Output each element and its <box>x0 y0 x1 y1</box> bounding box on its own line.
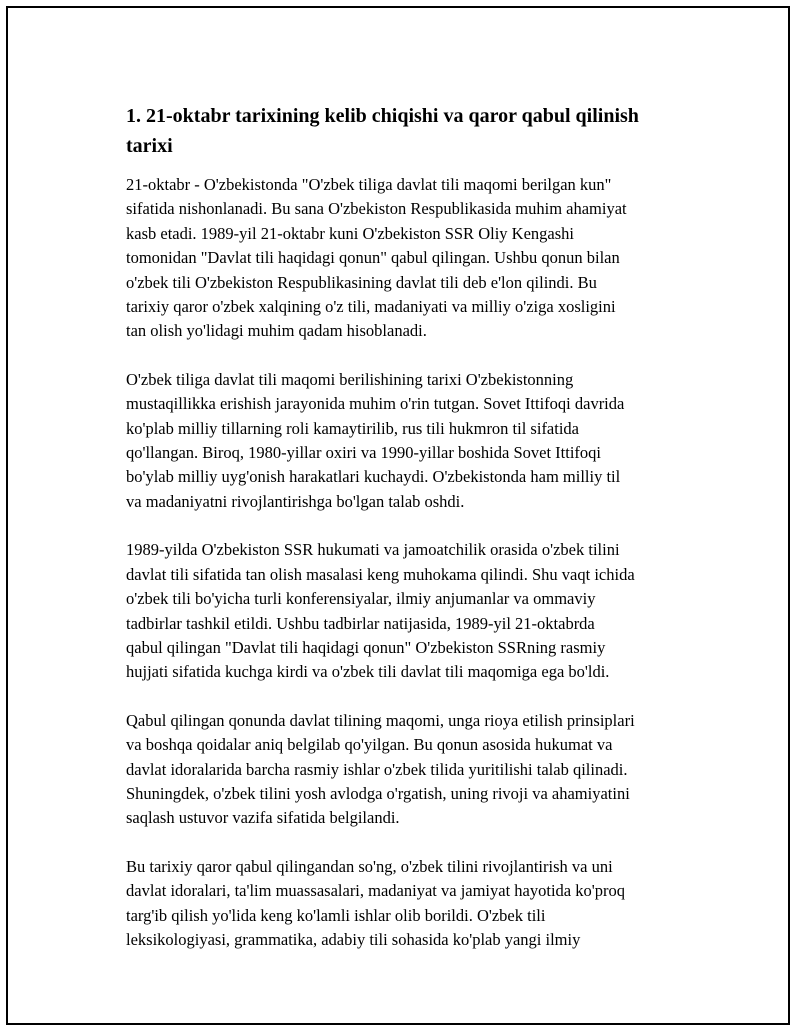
text-line: tomonidan "Davlat tili haqidagi qonun" qabul qilingan. Ushbu qonun bilan <box>126 248 620 268</box>
paragraph-1 <box>126 173 698 344</box>
text-line: 21-oktabr - O'zbekistonda "O'zbek tiliga davlat tili maqomi berilgan kun" <box>126 175 612 194</box>
text-line: tan olish yo'lidagi muhim qadam hisoblanadi. <box>126 321 427 341</box>
heading-line: tarixi <box>126 135 173 157</box>
document-body <box>126 101 698 976</box>
text-line: targ'ib qilish yo'lida keng ko'lamli ishlar olib borildi. O'zbek tili <box>126 905 546 925</box>
text-line: leksikologiyasi, grammatika, adabiy tili sohasida ko'plab yangi ilmiy <box>126 929 581 949</box>
text-line: Shuningdek, o'zbek tilini yosh avlodga o'rgatish, uning rivoji va ahamiyatini <box>126 783 630 803</box>
text-line: 1989-yilda O'zbekiston SSR hukumati va jamoatchilik orasida o'zbek tilini <box>126 540 620 560</box>
text-line: davlat idoralari, ta'lim muassasalari, madaniyat va jamiyat hayotida ko'proq <box>126 881 625 901</box>
text-line: davlat tili sifatida tan olish masalasi keng muhokama qilindi. Shu vaqt ichida <box>126 564 635 584</box>
text-line: o'zbek tili bo'yicha turli konferensiyalar, ilmiy anjumanlar va ommaviy <box>126 589 596 609</box>
text-line: saqlash ustuvor vazifa sifatida belgilandi. <box>126 808 400 828</box>
text-line: va madaniyatni rivojlantirishga bo'lgan talab oshdi. <box>126 491 465 511</box>
text-line: sifatida nishonlanadi. Bu sana O'zbekiston Respublikasida muhim ahamiyat <box>126 199 627 219</box>
text-line: bo'ylab milliy uyg'onish harakatlari kuchaydi. O'zbekistonda ham milliy til <box>126 467 621 487</box>
page-frame <box>6 6 790 1025</box>
text-line: o'zbek tili O'zbekiston Respublikasining davlat tili deb e'lon qilindi. Bu <box>126 272 597 292</box>
heading-line: 1. 21-oktabr tarixining kelib chiqishi va qaror qabul qilinish <box>126 105 639 127</box>
text-line: va boshqa qoidalar aniq belgilab qo'yilgan. Bu qonun asosida hukumat va <box>126 735 613 755</box>
text-line: ko'plab milliy tillarning roli kamaytirilib, rus tili hukmron til sifatida <box>126 418 580 438</box>
paragraph-5 <box>126 855 698 953</box>
text-line: qo'llangan. Biroq, 1980-yillar oxiri va 1990-yillar boshida Sovet Ittifoqi <box>126 443 601 463</box>
section-heading <box>126 101 698 161</box>
paragraph-2 <box>126 368 698 514</box>
text-line: mustaqillikka erishish jarayonida muhim o'rin tutgan. Sovet Ittifoqi davrida <box>126 394 625 414</box>
text-line: tadbirlar tashkil etildi. Ushbu tadbirlar natijasida, 1989-yil 21-oktabrda <box>126 613 595 633</box>
text-line: davlat idoralarida barcha rasmiy ishlar o'zbek tilida yuritilishi talab qilinadi. <box>126 759 628 779</box>
paragraph-3 <box>126 538 698 684</box>
text-line: hujjati sifatida kuchga kirdi va o'zbek tili davlat tili maqomiga ega bo'ldi. <box>126 662 610 682</box>
text-line: Bu tarixiy qaror qabul qilingandan so'ng, o'zbek tilini rivojlantirish va uni <box>126 856 613 876</box>
paragraph-4 <box>126 709 698 831</box>
text-line: tarixiy qaror o'zbek xalqining o'z tili, madaniyati va milliy o'ziga xosligini <box>126 297 616 317</box>
text-line: O'zbek tiliga davlat tili maqomi berilishining tarixi O'zbekistonning <box>126 369 574 389</box>
text-line: Qabul qilingan qonunda davlat tilining maqomi, unga rioya etilish prinsiplari <box>126 710 635 730</box>
text-line: kasb etadi. 1989-yil 21-oktabr kuni O'zbekiston SSR Oliy Kengashi <box>126 223 574 243</box>
text-line: qabul qilingan "Davlat tili haqidagi qonun" O'zbekiston SSRning rasmiy <box>126 637 606 657</box>
